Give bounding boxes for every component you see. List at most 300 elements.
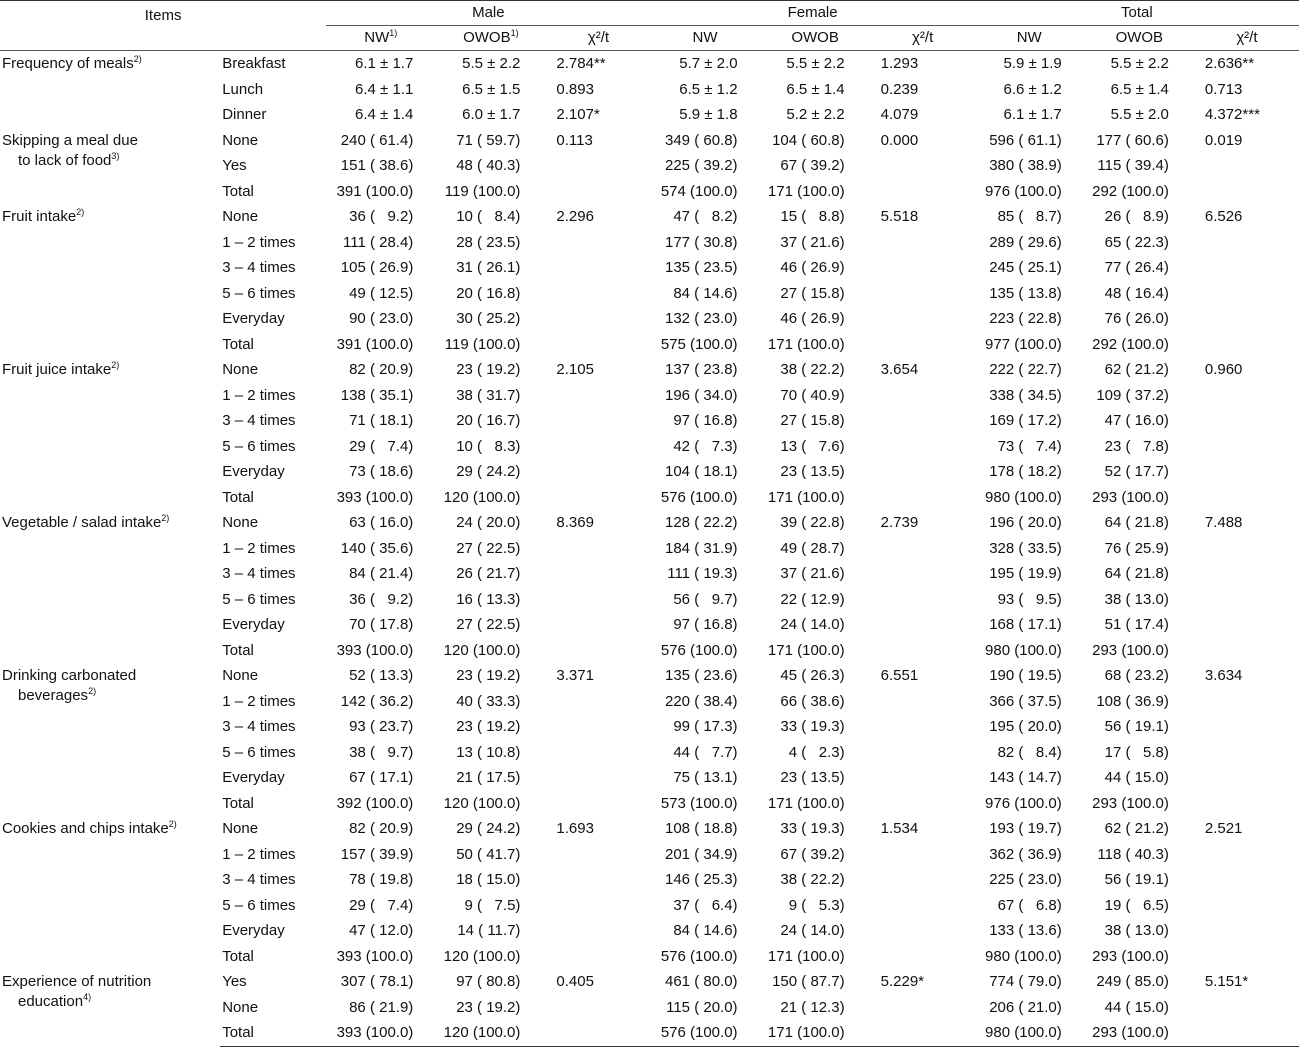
value-cell: 977 (100.0)	[985, 335, 1062, 353]
value-cell: 225 ( 23.0)	[989, 871, 1062, 888]
value-cell: 193 ( 19.7)	[989, 820, 1062, 837]
value-cell: 9 ( 7.5)	[464, 896, 521, 914]
value-cell: 143 ( 14.7)	[989, 769, 1062, 786]
value-cell: 132 ( 23.0)	[665, 310, 738, 327]
value-cell: 177 ( 30.8)	[665, 233, 738, 251]
value-cell: 104 ( 18.1)	[665, 463, 738, 480]
footnote-marker: 2)	[88, 686, 97, 696]
value-cell: 135 ( 23.5)	[665, 259, 738, 276]
item-label-line: Fruit juice intake	[2, 361, 112, 378]
value-cell: 75 ( 13.1)	[673, 769, 738, 786]
value-cell: 17 ( 5.8)	[1104, 743, 1169, 761]
sub-item-label: Total	[222, 488, 254, 506]
value-cell: 576 (100.0)	[650, 1020, 759, 1046]
stat-cell	[546, 995, 650, 1021]
value-cell: 980 (100.0)	[975, 1020, 1084, 1046]
value-cell: 576 (100.0)	[660, 641, 738, 659]
value-cell: 21 ( 12.3)	[780, 998, 845, 1016]
value-cell: 119 (100.0)	[444, 335, 521, 353]
value-cell: 38 ( 22.2)	[780, 871, 845, 888]
item-label-line: beverages	[18, 687, 89, 704]
value-cell: 138 ( 35.1)	[340, 386, 414, 404]
item-label	[0, 663, 220, 816]
stat-cell	[1195, 714, 1299, 740]
value-cell: 576 (100.0)	[660, 488, 738, 506]
value-cell: 68 ( 23.2)	[1104, 667, 1169, 684]
stat-cell: 5.229*	[880, 973, 925, 990]
value-cell: 146 ( 25.3)	[665, 871, 738, 888]
stat-cell	[546, 689, 650, 715]
value-cell: 115 ( 39.4)	[1097, 157, 1169, 174]
value-cell: 23 ( 13.5)	[780, 769, 845, 786]
group-header-female: Female	[650, 1, 974, 26]
value-cell: 42 ( 7.3)	[673, 437, 738, 455]
value-cell: 120 (100.0)	[443, 641, 521, 659]
value-cell: 135 ( 13.8)	[989, 284, 1062, 302]
value-cell: 133 ( 13.6)	[989, 922, 1062, 939]
stat-cell	[871, 306, 975, 332]
column-header	[975, 26, 1084, 51]
stat-cell	[871, 408, 975, 434]
value-cell: 108 ( 36.9)	[1096, 692, 1169, 710]
column-header-label: OWOB	[1115, 29, 1164, 46]
column-header-label: OWOB	[463, 29, 511, 46]
value-cell: 48 ( 40.3)	[456, 157, 521, 174]
sub-item-label: Yes	[222, 157, 247, 174]
value-cell: 222 ( 22.7)	[989, 361, 1062, 378]
sub-item-label: 5 – 6 times	[222, 437, 296, 455]
stat-cell	[546, 408, 650, 434]
column-header-label: OWOB	[791, 29, 839, 46]
value-cell: 6.1 ± 1.7	[1003, 106, 1062, 123]
value-cell: 5.5 ± 2.0	[1110, 106, 1169, 123]
value-cell: 99 ( 17.3)	[673, 718, 738, 735]
stat-cell	[546, 638, 650, 664]
value-cell: 576 (100.0)	[660, 947, 738, 965]
value-cell: 23 ( 19.2)	[456, 667, 521, 684]
stat-cell	[1195, 765, 1299, 791]
value-cell: 190 ( 19.5)	[989, 667, 1062, 684]
stat-cell	[546, 740, 650, 766]
stat-cell	[871, 740, 975, 766]
value-cell: 84 ( 21.4)	[349, 565, 414, 582]
value-cell: 66 ( 38.6)	[780, 692, 845, 710]
value-cell: 245 ( 25.1)	[989, 259, 1062, 276]
stat-cell: 0.405	[556, 973, 594, 990]
value-cell: 37 ( 21.6)	[780, 565, 845, 582]
item-label	[0, 816, 220, 969]
value-cell: 177 ( 60.6)	[1096, 131, 1169, 149]
value-cell: 26 ( 8.9)	[1104, 208, 1169, 225]
value-cell: 105 ( 26.9)	[340, 259, 414, 276]
table-body	[0, 51, 1299, 1047]
table-row	[0, 969, 1299, 995]
value-cell: 573 (100.0)	[660, 794, 738, 812]
stat-cell	[871, 383, 975, 409]
stat-cell	[546, 561, 650, 587]
stat-cell	[1195, 281, 1299, 307]
item-label	[0, 357, 220, 510]
value-cell: 980 (100.0)	[985, 488, 1062, 506]
table-row	[0, 510, 1299, 536]
stat-cell	[871, 459, 975, 485]
stat-cell	[871, 995, 975, 1021]
sub-item-label: 3 – 4 times	[222, 412, 296, 429]
value-cell: 27 ( 15.8)	[780, 284, 845, 302]
sub-item-label: 5 – 6 times	[222, 284, 296, 302]
column-header	[1084, 26, 1195, 51]
value-cell: 52 ( 13.3)	[349, 667, 414, 684]
value-cell: 38 ( 31.7)	[456, 386, 521, 404]
sub-item-label: Total	[220, 1020, 326, 1046]
value-cell: 76 ( 26.0)	[1104, 310, 1169, 327]
value-cell: 40 ( 33.3)	[456, 692, 521, 710]
table-row	[0, 663, 1299, 689]
value-cell: 980 (100.0)	[985, 641, 1062, 659]
sub-item-label: 3 – 4 times	[222, 565, 296, 582]
value-cell: 171 (100.0)	[767, 335, 845, 353]
value-cell: 5.5 ± 2.2	[1110, 55, 1169, 72]
value-cell: 111 ( 28.4)	[342, 233, 414, 251]
stat-cell: 2.296	[556, 208, 594, 225]
stat-cell	[546, 944, 650, 970]
column-header	[871, 26, 975, 51]
value-cell: 29 ( 7.4)	[349, 437, 414, 455]
footnote-marker: 1)	[389, 28, 398, 38]
value-cell: 171 (100.0)	[767, 182, 845, 200]
value-cell: 6.5 ± 1.4	[1110, 80, 1169, 98]
stat-cell	[871, 867, 975, 893]
header-group-row	[0, 1, 1299, 26]
value-cell: 39 ( 22.8)	[780, 514, 845, 531]
sub-item-label: 1 – 2 times	[222, 233, 296, 251]
stat-cell	[871, 842, 975, 868]
value-cell: 6.1 ± 1.7	[355, 55, 414, 72]
value-cell: 120 (100.0)	[443, 947, 521, 965]
value-cell: 38 ( 13.0)	[1104, 590, 1169, 608]
value-cell: 574 (100.0)	[660, 182, 738, 200]
value-cell: 67 ( 17.1)	[349, 769, 414, 786]
item-label-line: education	[18, 993, 84, 1010]
column-header-label: NW	[364, 29, 390, 46]
value-cell: 128 ( 22.2)	[665, 514, 738, 531]
value-cell: 24 ( 14.0)	[780, 616, 845, 633]
table-row	[0, 204, 1299, 230]
stat-cell	[1195, 944, 1299, 970]
stat-cell	[1195, 867, 1299, 893]
value-cell: 47 ( 12.0)	[349, 922, 414, 939]
item-label-line: Experience of nutrition	[2, 973, 152, 990]
value-cell: 461 ( 80.0)	[665, 973, 738, 990]
value-cell: 5.5 ± 2.2	[786, 55, 845, 72]
value-cell: 29 ( 24.2)	[456, 463, 521, 480]
value-cell: 380 ( 38.9)	[989, 157, 1062, 174]
item-label-line: Frequency of meals	[2, 55, 134, 72]
footnote-marker: 2)	[133, 54, 142, 64]
value-cell: 293 (100.0)	[1084, 1020, 1195, 1046]
value-cell: 71 ( 59.7)	[456, 131, 521, 149]
sub-item-label: Breakfast	[222, 55, 286, 72]
value-cell: 47 ( 16.0)	[1104, 412, 1169, 429]
stat-cell	[871, 332, 975, 358]
value-cell: 240 ( 61.4)	[340, 131, 414, 149]
value-cell: 14 ( 11.7)	[457, 922, 521, 939]
value-cell: 49 ( 28.7)	[780, 539, 845, 557]
value-cell: 392 (100.0)	[336, 794, 414, 812]
stat-cell	[1195, 638, 1299, 664]
value-cell: 23 ( 13.5)	[780, 463, 845, 480]
stat-cell	[871, 179, 975, 205]
stat-cell	[546, 918, 650, 944]
item-label	[0, 128, 220, 205]
stat-cell	[546, 1020, 650, 1046]
value-cell: 37 ( 6.4)	[673, 896, 738, 914]
stat-cell: 3.634	[1204, 667, 1243, 684]
value-cell: 93 ( 23.7)	[349, 718, 414, 735]
stat-cell: 0.113	[556, 131, 593, 149]
value-cell: 16 ( 13.3)	[456, 590, 521, 608]
stat-cell	[871, 255, 975, 281]
value-cell: 56 ( 19.1)	[1104, 871, 1169, 888]
value-cell: 86 ( 21.9)	[349, 998, 414, 1016]
table-row	[0, 816, 1299, 842]
sub-item-label: 1 – 2 times	[222, 692, 296, 710]
value-cell: 349 ( 60.8)	[665, 131, 738, 149]
stat-cell	[546, 612, 650, 638]
stat-cell: 2.107*	[556, 106, 600, 123]
stat-cell	[871, 638, 975, 664]
value-cell: 49 ( 12.5)	[349, 284, 414, 302]
sub-item-label: Dinner	[222, 106, 267, 123]
stat-cell	[546, 255, 650, 281]
stat-cell	[871, 587, 975, 613]
stat-cell	[871, 230, 975, 256]
stat-cell	[546, 153, 650, 179]
value-cell: 38 ( 9.7)	[349, 743, 414, 761]
item-label	[0, 510, 220, 663]
footnote-marker: 2)	[168, 819, 177, 829]
item-label	[0, 969, 220, 1046]
stat-cell: 0.960	[1204, 361, 1243, 378]
stat-cell: 0.239	[880, 80, 919, 98]
value-cell: 289 ( 29.6)	[989, 233, 1062, 251]
value-cell: 151 ( 38.6)	[340, 157, 414, 174]
value-cell: 85 ( 8.7)	[997, 208, 1062, 225]
value-cell: 9 ( 5.3)	[788, 896, 845, 914]
stat-cell	[871, 485, 975, 511]
value-cell: 13 ( 7.6)	[780, 437, 845, 455]
group-header-male: Male	[326, 1, 650, 26]
stat-cell	[1195, 255, 1299, 281]
stat-cell	[1195, 434, 1299, 460]
value-cell: 67 ( 39.2)	[780, 157, 845, 174]
column-header-label: NW	[692, 29, 718, 46]
stat-cell: 2.739	[880, 514, 919, 531]
value-cell: 393 (100.0)	[336, 947, 414, 965]
value-cell: 62 ( 21.2)	[1104, 361, 1169, 378]
value-cell: 292 (100.0)	[1092, 335, 1169, 353]
value-cell: 293 (100.0)	[1092, 488, 1169, 506]
value-cell: 307 ( 78.1)	[340, 973, 414, 990]
value-cell: 97 ( 16.8)	[673, 412, 738, 429]
stat-cell	[1195, 1020, 1299, 1046]
value-cell: 596 ( 61.1)	[989, 131, 1062, 149]
footnote-marker: 2)	[76, 207, 85, 217]
value-cell: 137 ( 23.8)	[665, 361, 738, 378]
value-cell: 67 ( 39.2)	[780, 845, 845, 863]
value-cell: 47 ( 8.2)	[673, 208, 738, 225]
value-cell: 51 ( 17.4)	[1104, 616, 1169, 633]
value-cell: 6.6 ± 1.2	[1003, 80, 1062, 98]
sub-item-label: Everyday	[222, 310, 285, 327]
value-cell: 5.7 ± 2.0	[679, 55, 738, 72]
stat-cell: 1.293	[880, 55, 919, 72]
column-header	[546, 26, 650, 51]
stat-cell	[546, 587, 650, 613]
sub-item-label: Lunch	[222, 80, 264, 98]
stat-cell	[1195, 485, 1299, 511]
sub-item-label: 5 – 6 times	[222, 590, 296, 608]
value-cell: 70 ( 17.8)	[349, 616, 414, 633]
value-cell: 63 ( 16.0)	[349, 514, 414, 531]
value-cell: 6.5 ± 1.2	[679, 80, 738, 98]
stat-cell	[1195, 612, 1299, 638]
stat-cell	[1195, 995, 1299, 1021]
column-header	[326, 26, 435, 51]
sub-item-label: 3 – 4 times	[222, 259, 296, 276]
value-cell: 23 ( 19.2)	[456, 718, 521, 735]
stat-cell: 0.019	[1204, 131, 1243, 149]
stat-cell	[546, 281, 650, 307]
value-cell: 45 ( 26.3)	[780, 667, 845, 684]
stat-cell: 6.551	[880, 667, 919, 684]
value-cell: 292 (100.0)	[1092, 182, 1169, 200]
value-cell: 195 ( 20.0)	[989, 718, 1062, 735]
value-cell: 575 (100.0)	[660, 335, 738, 353]
stat-cell	[546, 230, 650, 256]
value-cell: 64 ( 21.8)	[1104, 565, 1169, 582]
value-cell: 109 ( 37.2)	[1096, 386, 1169, 404]
sub-item-label: 1 – 2 times	[222, 539, 296, 557]
value-cell: 393 (100.0)	[336, 488, 414, 506]
stat-cell	[871, 893, 975, 919]
value-cell: 77 ( 26.4)	[1104, 259, 1169, 276]
stat-cell	[546, 332, 650, 358]
stat-cell	[546, 179, 650, 205]
value-cell: 29 ( 24.2)	[456, 820, 521, 837]
value-cell: 223 ( 22.8)	[989, 310, 1062, 327]
value-cell: 338 ( 34.5)	[989, 386, 1062, 404]
stat-cell	[1195, 408, 1299, 434]
stat-cell	[1195, 153, 1299, 179]
value-cell: 24 ( 14.0)	[780, 922, 845, 939]
value-cell: 38 ( 22.2)	[780, 361, 845, 378]
value-cell: 10 ( 8.4)	[456, 208, 521, 225]
sub-item-label: Total	[222, 335, 254, 353]
sub-item-label: 1 – 2 times	[222, 845, 296, 863]
value-cell: 6.4 ± 1.4	[355, 106, 414, 123]
value-cell: 97 ( 80.8)	[456, 973, 521, 990]
value-cell: 5.5 ± 2.2	[462, 55, 521, 72]
value-cell: 774 ( 79.0)	[989, 973, 1062, 990]
stat-cell	[546, 485, 650, 511]
column-header-label: χ²/t	[912, 29, 934, 46]
value-cell: 33 ( 19.3)	[780, 820, 845, 837]
stat-cell	[1195, 918, 1299, 944]
value-cell: 120 (100.0)	[443, 488, 521, 506]
stat-cell	[546, 714, 650, 740]
value-cell: 44 ( 7.7)	[673, 743, 738, 761]
value-cell: 65 ( 22.3)	[1104, 233, 1169, 251]
value-cell: 64 ( 21.8)	[1104, 514, 1169, 531]
value-cell: 84 ( 14.6)	[673, 922, 738, 939]
stat-cell	[1195, 536, 1299, 562]
stat-cell	[871, 765, 975, 791]
stat-cell: 4.079	[880, 106, 919, 123]
sub-item-label: 5 – 6 times	[222, 896, 296, 914]
value-cell: 90 ( 23.0)	[349, 310, 414, 327]
value-cell: 118 ( 40.3)	[1097, 845, 1169, 863]
value-cell: 104 ( 60.8)	[772, 131, 845, 149]
value-cell: 36 ( 9.2)	[349, 590, 414, 608]
footnote-marker: 4)	[83, 992, 92, 1002]
value-cell: 20 ( 16.8)	[456, 284, 521, 302]
value-cell: 391 (100.0)	[336, 182, 414, 200]
value-cell: 249 ( 85.0)	[1096, 973, 1169, 990]
value-cell: 220 ( 38.4)	[665, 692, 738, 710]
value-cell: 225 ( 39.2)	[665, 157, 738, 174]
value-cell: 184 ( 31.9)	[665, 539, 738, 557]
value-cell: 48 ( 16.4)	[1104, 284, 1169, 302]
value-cell: 29 ( 7.4)	[349, 896, 414, 914]
value-cell: 393 (100.0)	[336, 641, 414, 659]
value-cell: 22 ( 12.9)	[780, 590, 845, 608]
value-cell: 20 ( 16.7)	[456, 412, 521, 429]
footnote-marker: 2)	[111, 360, 120, 370]
stat-cell	[546, 791, 650, 817]
sub-item-label: None	[222, 667, 259, 684]
value-cell: 5.9 ± 1.9	[1003, 55, 1062, 72]
value-cell: 393 (100.0)	[326, 1020, 435, 1046]
stat-cell	[871, 918, 975, 944]
value-cell: 140 ( 35.6)	[340, 539, 414, 557]
sub-item-label: Total	[222, 947, 254, 965]
stat-cell	[871, 612, 975, 638]
sub-item-label: Everyday	[222, 463, 285, 480]
stat-cell	[546, 383, 650, 409]
value-cell: 46 ( 26.9)	[780, 310, 845, 327]
table-row	[0, 51, 1299, 77]
footnote-marker: 2)	[161, 513, 170, 523]
value-cell: 37 ( 21.6)	[780, 233, 845, 251]
stat-cell	[871, 536, 975, 562]
value-cell: 33 ( 19.3)	[780, 718, 845, 735]
column-header	[760, 26, 871, 51]
value-cell: 366 ( 37.5)	[989, 692, 1062, 710]
value-cell: 169 ( 17.2)	[989, 412, 1062, 429]
value-cell: 196 ( 20.0)	[989, 514, 1062, 531]
value-cell: 93 ( 9.5)	[997, 590, 1062, 608]
stat-cell	[871, 434, 975, 460]
value-cell: 293 (100.0)	[1092, 947, 1169, 965]
value-cell: 115 ( 20.0)	[666, 998, 738, 1016]
stat-cell	[546, 306, 650, 332]
item-label	[0, 51, 220, 128]
stat-cell: 0.000	[880, 131, 919, 149]
value-cell: 391 (100.0)	[336, 335, 414, 353]
value-cell: 976 (100.0)	[985, 182, 1062, 200]
value-cell: 76 ( 25.9)	[1104, 539, 1169, 557]
